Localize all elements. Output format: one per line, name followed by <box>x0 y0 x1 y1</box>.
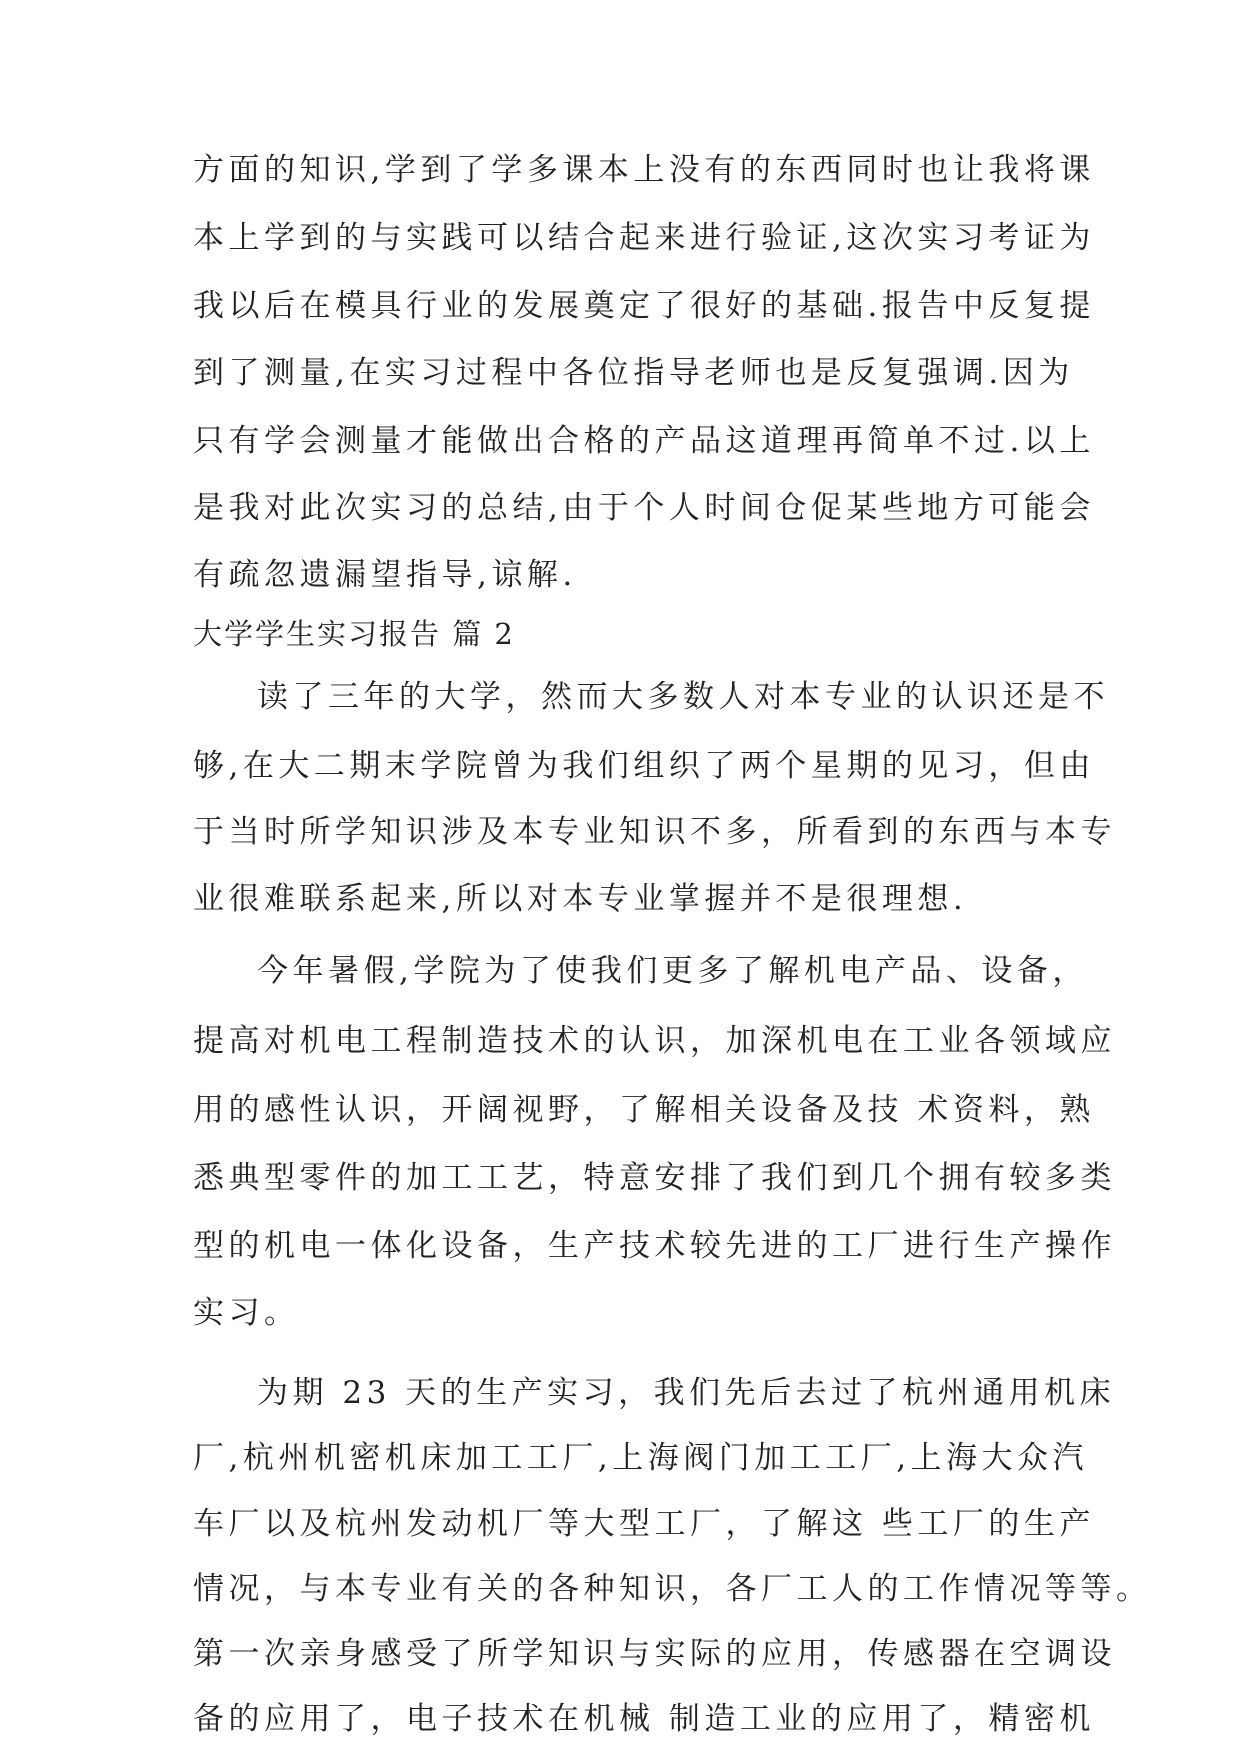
body-text-line: 厂,杭州机密机床加工工厂,上海阀门加工工厂,上海大众汽 <box>193 1440 1089 1476</box>
section-heading: 大学学生实习报告 篇 2 <box>193 617 515 651</box>
body-text-line: 于当时所学知识涉及本专业知识不多，所看到的东西与本专 <box>193 814 1116 850</box>
body-text-line: 本上学到的与实践可以结合起来进行验证,这次实习考证为 <box>193 220 1095 256</box>
body-text-line: 第一次亲身感受了所学知识与实际的应用，传感器在空调设 <box>193 1636 1116 1672</box>
body-text-line: 为期 23 天的生产实习，我们先后去过了杭州通用机床 <box>257 1375 1116 1411</box>
body-text-line: 今年暑假,学院为了使我们更多了解机电产品、设备， <box>257 953 1088 989</box>
body-text-line: 是我对此次实习的总结,由于个人时间仓促某些地方可能会 <box>193 490 1095 526</box>
body-text-line: 够,在大二期末学院曾为我们组织了两个星期的见习，但由 <box>193 748 1095 784</box>
body-text-line: 型的机电一体化设备，生产技术较先进的工厂进行生产操作 <box>193 1228 1116 1264</box>
body-text-line: 到了测量,在实习过程中各位指导老师也是反复强调.因为 <box>193 355 1074 391</box>
body-text-line: 业很难联系起来,所以对本专业掌握并不是很理想. <box>193 881 968 917</box>
body-text-line: 有疏忽遗漏望指导,谅解. <box>193 557 577 593</box>
body-text-line: 提高对机电工程制造技术的认识，加深机电在工业各领域应 <box>193 1023 1116 1059</box>
body-text-line: 我以后在模具行业的发展奠定了很好的基础.报告中反复提 <box>193 288 1095 324</box>
body-text-line: 情况，与本专业有关的各种知识，各厂工人的工作情况等等。 <box>193 1571 1152 1607</box>
body-text-line: 备的应用了，电子技术在机械 制造工业的应用了，精密机 <box>193 1701 1095 1737</box>
body-text-line: 读了三年的大学，然而大多数人对本专业的认识还是不 <box>257 679 1109 715</box>
body-text-line: 悉典型零件的加工工艺，特意安排了我们到几个拥有较多类 <box>193 1160 1116 1196</box>
body-text-line: 只有学会测量才能做出合格的产品这道理再简单不过.以上 <box>193 423 1095 459</box>
body-text-line: 车厂以及杭州发动机厂等大型工厂，了解这 些工厂的生产 <box>193 1506 1095 1542</box>
body-text-line: 方面的知识,学到了学多课本上没有的东西同时也让我将课 <box>193 152 1095 188</box>
body-text-line: 用的感性认识，开阔视野，了解相关设备及技 术资料，熟 <box>193 1092 1095 1128</box>
body-text-line: 实习。 <box>193 1295 300 1331</box>
